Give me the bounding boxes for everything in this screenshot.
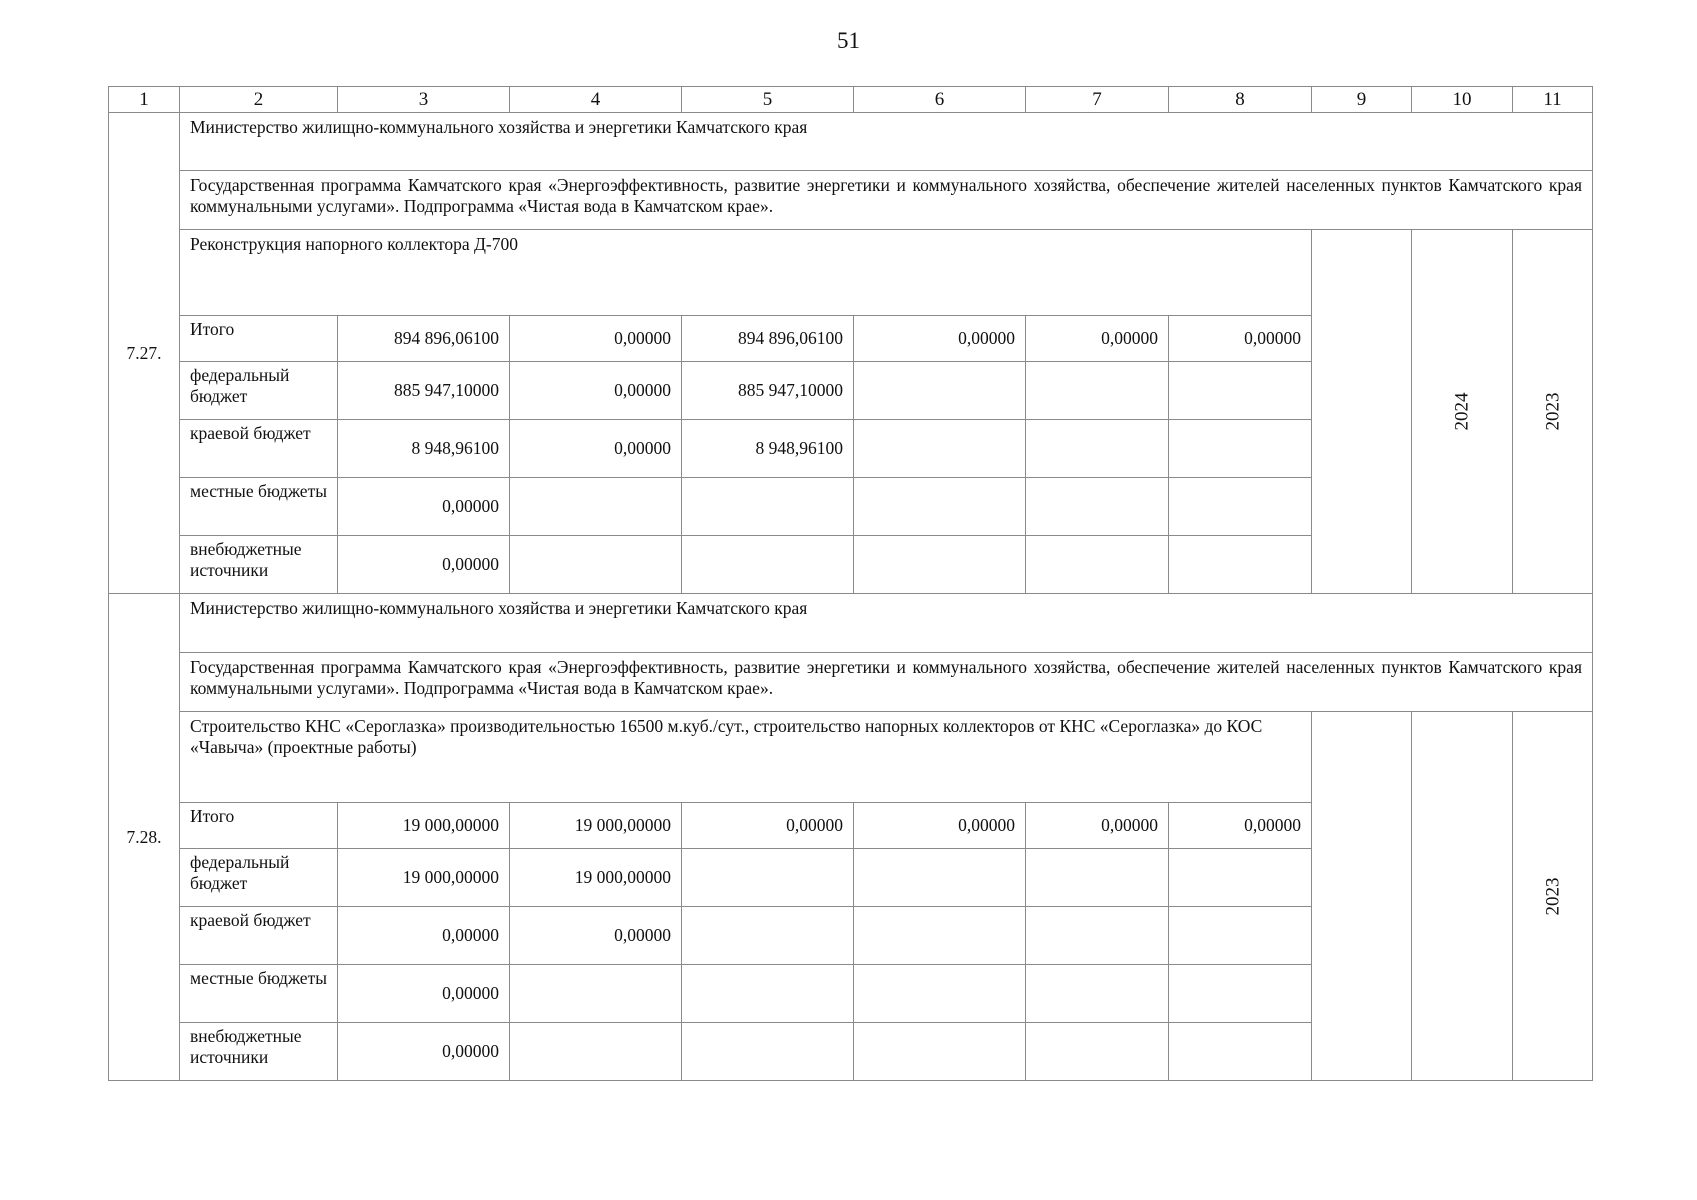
table-row — [109, 594, 1593, 653]
value-cell: 894 896,06100 — [682, 316, 854, 362]
value-cell: 0,00000 — [682, 803, 854, 849]
value-cell — [1026, 1023, 1169, 1081]
value-cell: 0,00000 — [1026, 316, 1169, 362]
value-cell: 0,00000 — [338, 478, 510, 536]
object-name-cell: Реконструкция напорного коллектора Д-700 — [180, 230, 1312, 316]
year-label: 2024 — [1451, 392, 1473, 431]
value-cell: 0,00000 — [338, 536, 510, 594]
column-number: 1 — [109, 87, 180, 113]
value-cell — [854, 1023, 1026, 1081]
budget-table — [108, 86, 1593, 1081]
year-label: 2023 — [1542, 392, 1563, 431]
value-cell — [1169, 478, 1312, 536]
funding-label: федеральный бюджет — [180, 362, 338, 420]
value-cell: 0,00000 — [510, 362, 682, 420]
value-cell: 0,00000 — [1169, 803, 1312, 849]
value-cell: 0,00000 — [510, 907, 682, 965]
value-cell: 885 947,10000 — [682, 362, 854, 420]
value-cell: 0,00000 — [1026, 803, 1169, 849]
value-cell — [682, 907, 854, 965]
value-cell — [682, 536, 854, 594]
column-9-cell — [1312, 230, 1412, 594]
value-cell: 19 000,00000 — [338, 849, 510, 907]
value-cell — [1026, 849, 1169, 907]
value-cell — [510, 536, 682, 594]
column-11-year-cell — [1513, 230, 1593, 594]
value-cell — [854, 420, 1026, 478]
column-number: 7 — [1026, 87, 1169, 113]
column-9-cell — [1312, 712, 1412, 1081]
column-number: 8 — [1169, 87, 1312, 113]
value-cell — [1026, 478, 1169, 536]
column-10-year-cell — [1412, 230, 1513, 594]
row-number: 7.27. — [109, 113, 180, 594]
ministry-cell: Министерство жилищно-коммунального хозяйства и энергетики Камчатского края — [180, 113, 1593, 171]
value-cell: 8 948,96100 — [682, 420, 854, 478]
funding-label: краевой бюджет — [180, 420, 338, 478]
funding-label: федеральный бюджет — [180, 849, 338, 907]
value-cell — [854, 907, 1026, 965]
value-cell: 19 000,00000 — [510, 849, 682, 907]
value-cell: 894 896,06100 — [338, 316, 510, 362]
table-row — [109, 653, 1593, 712]
column-number: 3 — [338, 87, 510, 113]
column-11-year-cell — [1513, 712, 1593, 1081]
value-cell — [682, 965, 854, 1023]
value-cell — [1026, 420, 1169, 478]
column-number: 4 — [510, 87, 682, 113]
value-cell — [682, 1023, 854, 1081]
value-cell: 19 000,00000 — [510, 803, 682, 849]
year-label: 2023 — [1542, 877, 1563, 915]
funding-label: краевой бюджет — [180, 907, 338, 965]
value-cell: 0,00000 — [338, 1023, 510, 1081]
program-cell: Государственная программа Камчатского края «Энергоэффективность, развитие энергетики и коммунального хозяйства, обеспечение жителей населенных пунктов Камчатского края коммунальными услугами». Подпрограмма «Чистая вода в Камчатском крае». — [180, 171, 1593, 230]
value-cell — [854, 478, 1026, 536]
value-cell — [854, 965, 1026, 1023]
value-cell — [1026, 362, 1169, 420]
funding-label: Итого — [180, 803, 338, 849]
funding-label: местные бюджеты — [180, 478, 338, 536]
value-cell: 0,00000 — [1169, 316, 1312, 362]
value-cell — [510, 478, 682, 536]
value-cell — [1026, 965, 1169, 1023]
value-cell — [682, 849, 854, 907]
value-cell: 0,00000 — [854, 316, 1026, 362]
value-cell — [1026, 536, 1169, 594]
value-cell — [1169, 965, 1312, 1023]
column-number: 10 — [1412, 87, 1513, 113]
funding-label: местные бюджеты — [180, 965, 338, 1023]
value-cell: 0,00000 — [338, 965, 510, 1023]
value-cell — [510, 1023, 682, 1081]
column-number: 9 — [1312, 87, 1412, 113]
value-cell — [1169, 907, 1312, 965]
table-row — [109, 113, 1593, 171]
funding-label: внебюджетные источники — [180, 536, 338, 594]
value-cell — [1169, 420, 1312, 478]
value-cell: 0,00000 — [510, 420, 682, 478]
value-cell — [1026, 907, 1169, 965]
value-cell: 885 947,10000 — [338, 362, 510, 420]
value-cell — [1169, 1023, 1312, 1081]
row-number: 7.28. — [109, 594, 180, 1081]
table-row — [109, 712, 1593, 803]
value-cell — [1169, 362, 1312, 420]
program-cell: Государственная программа Камчатского края «Энергоэффективность, развитие энергетики и коммунального хозяйства, обеспечение жителей населенных пунктов Камчатского края коммунальными услугами». Подпрограмма «Чистая вода в Камчатском крае». — [180, 653, 1593, 712]
value-cell — [854, 536, 1026, 594]
table-row — [109, 230, 1593, 316]
column-10-year-cell — [1412, 712, 1513, 1081]
object-name-cell: Строительство КНС «Сероглазка» производительностью 16500 м.куб./сут., строительство напорных коллекторов от КНС «Сероглазка» до КОС «Чавыча» (проектные работы) — [180, 712, 1312, 803]
column-number: 5 — [682, 87, 854, 113]
column-number-header-row — [109, 87, 1593, 113]
value-cell — [854, 362, 1026, 420]
ministry-cell: Министерство жилищно-коммунального хозяйства и энергетики Камчатского края — [180, 594, 1593, 653]
column-number: 6 — [854, 87, 1026, 113]
funding-label: Итого — [180, 316, 338, 362]
value-cell: 19 000,00000 — [338, 803, 510, 849]
value-cell: 0,00000 — [854, 803, 1026, 849]
table-row — [109, 171, 1593, 230]
value-cell — [1169, 849, 1312, 907]
value-cell — [854, 849, 1026, 907]
value-cell — [682, 478, 854, 536]
value-cell: 8 948,96100 — [338, 420, 510, 478]
value-cell: 0,00000 — [338, 907, 510, 965]
value-cell: 0,00000 — [510, 316, 682, 362]
page-number: 51 — [837, 28, 860, 53]
funding-label: внебюджетные источники — [180, 1023, 338, 1081]
column-number: 11 — [1513, 87, 1593, 113]
value-cell — [510, 965, 682, 1023]
value-cell — [1169, 536, 1312, 594]
column-number: 2 — [180, 87, 338, 113]
